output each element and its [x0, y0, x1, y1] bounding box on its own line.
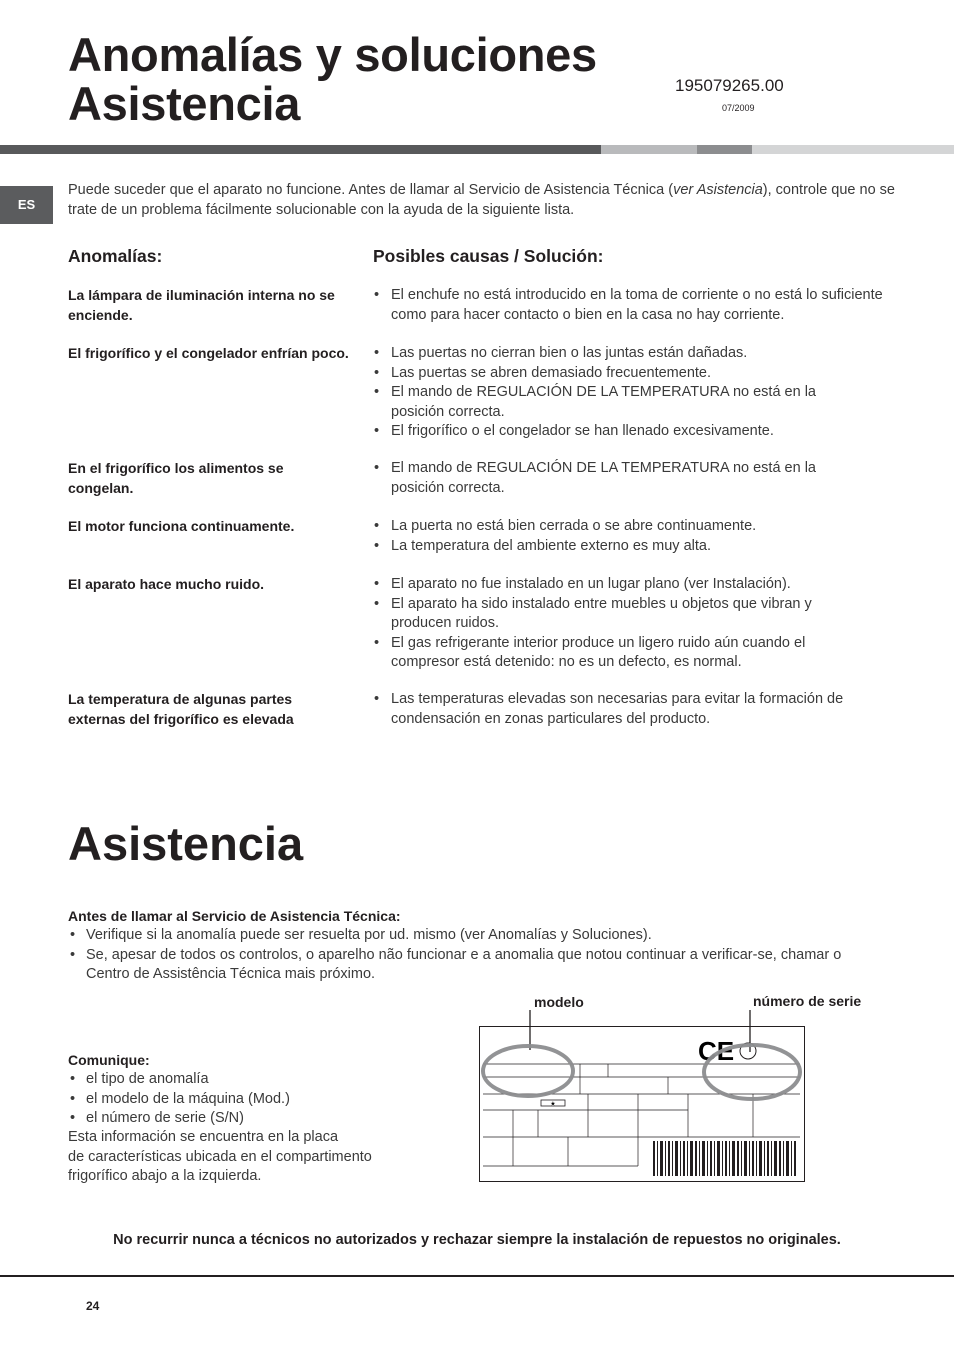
cause-item: • La temperatura del ambiente externo es muy alta. [372, 537, 902, 557]
header-bar-mid [697, 145, 752, 154]
plate-location-note [68, 1128, 428, 1187]
cause-item: • El aparato ha sido instalado entre muebles u objetos que vibran y producen ruidos. [372, 595, 856, 634]
cause-item: • El gas refrigerante interior produce un ligero ruido aún cuando el compresor está detenido: no es un defecto, es normal. [372, 634, 861, 673]
anomaly-problem: La lámpara de iluminación interna no se enciende. [68, 287, 335, 323]
plate-label-model: modelo [534, 994, 584, 1010]
anomaly-causes [372, 286, 902, 325]
rating-plate-illustration [478, 1000, 808, 1185]
before-calling-list [68, 926, 888, 985]
intro-reference: ver Asistencia [673, 182, 763, 198]
ce-mark: CE [698, 1036, 735, 1066]
communicate-heading: Comunique: [68, 1052, 150, 1068]
cause-item: • La puerta no está bien cerrada o se abre continuamente. [372, 517, 902, 537]
plate-location-line: frigorífico abajo a la izquierda. [68, 1168, 262, 1184]
plate-label-serial: número de serie [753, 993, 862, 1009]
section-title-asistencia: Asistencia [68, 817, 304, 870]
plate-star-symbol: ★ [550, 1100, 556, 1108]
page-title [68, 30, 597, 128]
communicate-item: • el tipo de anomalía [68, 1070, 428, 1090]
language-tab: ES [0, 186, 53, 224]
anomaly-problem: El motor funciona continuamente. [68, 518, 295, 534]
cause-item: • Las puertas no cierran bien o las juntas están dañadas. [372, 344, 902, 364]
page-title-line2: Asistencia [68, 77, 301, 130]
communicate-list [68, 1070, 428, 1129]
header-bar-pale [752, 145, 954, 154]
document-code: 195079265.00 [675, 76, 784, 95]
anomaly-causes [372, 690, 902, 729]
cause-item: • Las puertas se abren demasiado frecuentemente. [372, 364, 902, 384]
before-calling-item: • Verifique si la anomalía puede ser resuelta por ud. mismo (ver Anomalías y Soluciones). [68, 926, 888, 946]
communicate-item: • el número de serie (S/N) [68, 1109, 428, 1129]
cause-item: • El aparato no fue instalado en un lugar plano (ver Instalación). [372, 575, 902, 595]
cause-item: • El mando de REGULACIÓN DE LA TEMPERATURA no está en la posición correcta. [372, 459, 851, 498]
column-header-anomalies: Anomalías: [68, 246, 163, 266]
before-calling-heading: Antes de llamar al Servicio de Asistencia Técnica: [68, 908, 401, 924]
anomaly-problem: El frigorífico y el congelador enfrían poco. [68, 345, 349, 361]
document-date: 07/2009 [722, 103, 755, 113]
column-header-causes: Posibles causas / Solución: [373, 246, 604, 266]
cause-item: • El frigorífico o el congelador se han llenado excesivamente. [372, 422, 902, 442]
communicate-item: • el modelo de la máquina (Mod.) [68, 1090, 428, 1110]
header-bar-dark [0, 145, 601, 154]
anomaly-problem: El aparato hace mucho ruido. [68, 576, 265, 592]
page-number: 24 [86, 1299, 100, 1313]
plate-location-line: Esta información se encuentra en la placa [68, 1129, 339, 1145]
footer-rule [0, 1275, 954, 1277]
intro-text-b: ), controle que no se trate de un problema fácilmente solucionable con la ayuda de la siguiente lista. [68, 182, 895, 218]
anomaly-causes [372, 517, 902, 556]
anomaly-problem: La temperatura de algunas partes externas del frigorífico es elevada [68, 691, 294, 727]
anomaly-problem: En el frigorífico los alimentos se congelan. [68, 460, 284, 496]
intro-paragraph [68, 181, 898, 220]
anomaly-causes [372, 459, 902, 498]
anomaly-causes [372, 575, 902, 673]
page-title-line1: Anomalías y soluciones [68, 28, 597, 81]
header-bar-light [601, 145, 697, 154]
plate-location-line: de características ubicada en el compartimento [68, 1148, 372, 1165]
before-calling-item: • Se, apesar de todos os controlos, o aparelho não funcionar e a anomalia que notou continuar a verificar-se, chamar o Centro de Assistência Técnica mais próximo. [68, 946, 888, 985]
cause-item: • El mando de REGULACIÓN DE LA TEMPERATURA no está en la posición correcta. [372, 383, 851, 422]
anomaly-causes [372, 344, 902, 442]
cause-item: • Las temperaturas elevadas son necesarias para evitar la formación de condensación en zonas particulares del producto. [372, 690, 896, 729]
intro-text-a: Puede suceder que el aparato no funcione. Antes de llamar al Servicio de Asistencia Técnica ( [68, 182, 674, 198]
warning-text: No recurrir nunca a técnicos no autorizados y rechazar siempre la instalación de repuestos no originales. [113, 1232, 841, 1248]
cause-item: • El enchufe no está introducido en la toma de corriente o no está lo suficiente como para hacer contacto o bien en la casa no hay corriente. [372, 286, 902, 325]
